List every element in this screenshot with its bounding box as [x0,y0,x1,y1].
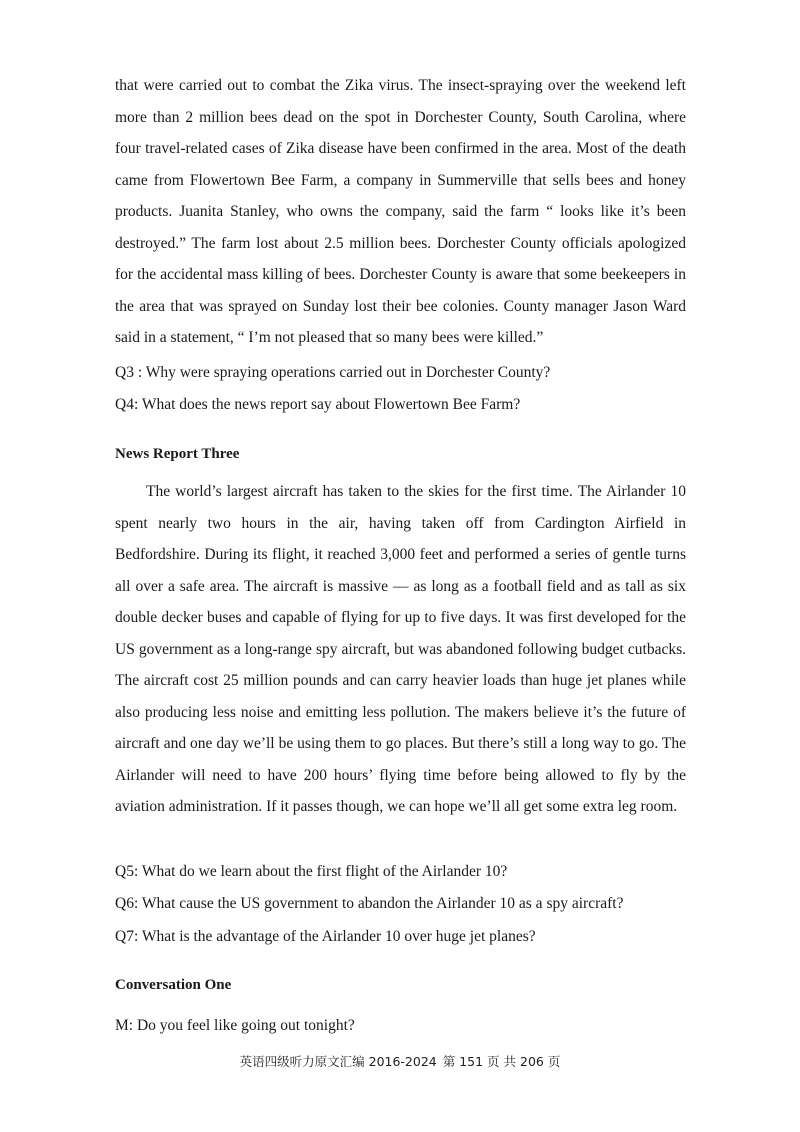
question-5: Q5: What do we learn about the first flight of the Airlander 10? [115,863,508,880]
question-7: Q7: What is the advantage of the Airlander 10 over huge jet planes? [115,928,536,945]
question-4: Q4: What does the news report say about Flowertown Bee Farm? [115,396,521,413]
heading-conversation-one: Conversation One [115,977,232,993]
paragraph-news-report-three: The world’s largest aircraft has taken to the skies for the first time. The Airlander 10 spent nearly two hours in the air, having taken off from Cardington Airfield in Bedfordshire. During its flight, it reached 3,000 feet and performed a series of gentle turns all over a safe area. The aircraft is massive — as long as a football field and as tall as six double decker buses and capable of flying for up to five days. It was first developed for the US government as a long-range spy aircraft, but was abandoned following budget cutbacks. The aircraft cost 25 million pounds and can carry heavier loads than huge jet planes while also producing less noise and emitting less pollution. The makers believe it’s the future of aircraft and one day we’ll be using them to go places. But there’s still a long way to go. The Airlander will need to have 200 hours’ flying time before being allowed to fly by the aviation administration. If it passes though, we can hope we’ll all get some extra leg room. [115,483,686,815]
heading-news-report-three: News Report Three [115,446,240,462]
question-6: Q6: What cause the US government to abandon the Airlander 10 as a spy aircraft? [115,895,624,912]
paragraph-news-2-continued: that were carried out to combat the Zika virus. The insect-spraying over the weekend left more than 2 million bees dead on the spot in Dorchester County, South Carolina, where four travel-related cases of Zika disease have been confirmed in the area. Most of the death came from Flowertown Bee Farm, a company in Summerville that sells bees and honey products. Juanita Stanley, who owns the company, said the farm “ looks like it’s been destroyed.” The farm lost about 2.5 million bees. Dorchester County officials apologized for the accidental mass killing of bees. Dorchester County is aware that some beekeepers in the area that was sprayed on Sunday lost their bee colonies. County manager Jason Ward said in a statement, “ I’m not pleased that so many bees were killed.” [115,77,686,346]
page-footer [0,1052,800,1070]
dialogue-line: M: Do you feel like going out tonight? [115,1017,355,1034]
footer-title: 英语四级听力原文汇编 2016-2024 [239,1054,437,1069]
footer-page-info: 第 151 页 共 206 页 [442,1054,561,1069]
question-3: Q3 : Why were spraying operations carried out in Dorchester County? [115,364,551,381]
